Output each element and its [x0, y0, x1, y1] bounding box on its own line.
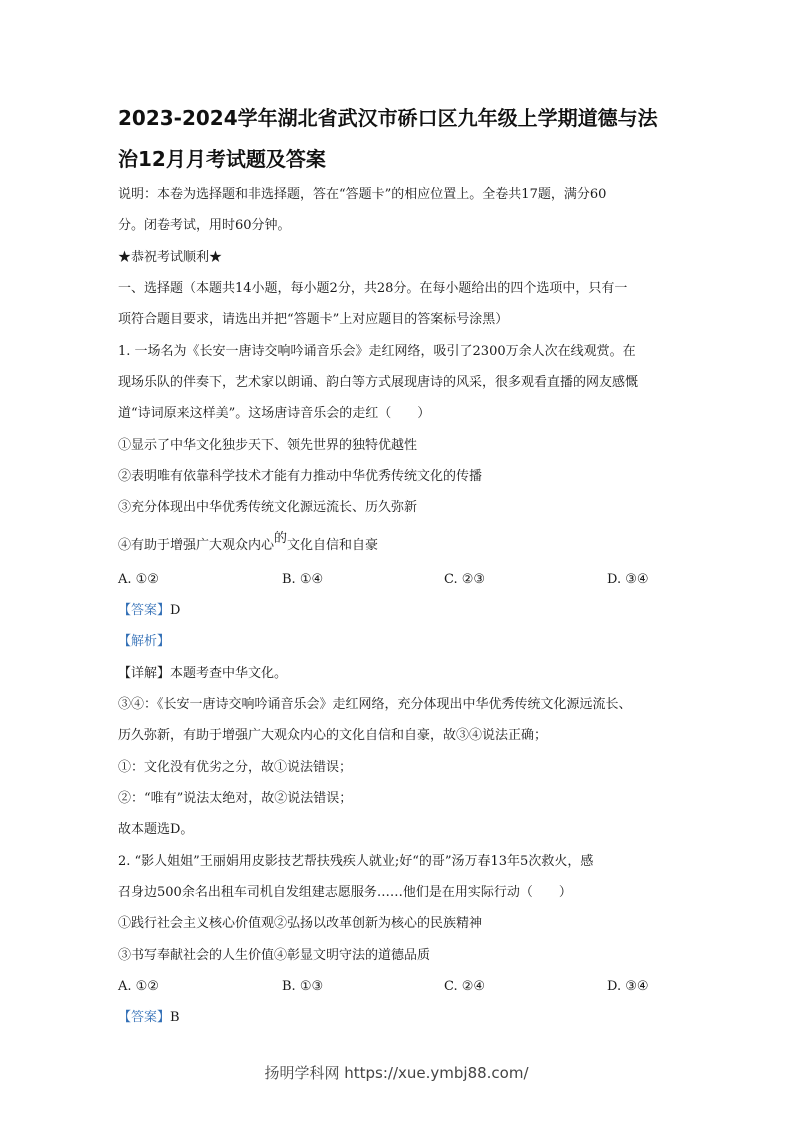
q2-stem-line-2: 召身边500余名出租车司机自发组建志愿服务……他们是在用实际行动（ ）: [118, 885, 572, 900]
q1-option-b: B. ①④: [282, 572, 324, 587]
intro-line-2: 分。闭卷考试，用时60分钟。: [118, 218, 291, 233]
q1-explanation-3: ①：文化没有优劣之分，故①说法错误；: [118, 760, 353, 775]
q1-explanation-2: 历久弥新，有助于增强广大观众内心的文化自信和自豪，故③④说法正确；: [118, 728, 548, 743]
detail-tag: 【详解】: [118, 666, 171, 681]
q2-option-a: A. ①②: [118, 979, 159, 994]
q1-statement-4-part-3: 文化自信和自豪: [287, 538, 379, 553]
q1-stem-line-2: 现场乐队的伴奏下，艺术家以朗诵、韵白等方式展现唐诗的风采，很多观看直播的网友感慨: [118, 375, 639, 390]
q1-statement-4-part-1: ④有助于增强广大观众内心: [118, 538, 275, 553]
q2-option-d: D. ③④: [607, 979, 649, 994]
q2-statements-3-4: ③书写奉献社会的人生价值④彰显文明守法的道德品质: [118, 948, 431, 963]
analysis-tag: 【解析】: [118, 634, 171, 649]
q1-statement-4: [118, 531, 688, 556]
answer-value: B: [170, 1010, 180, 1025]
q1-stem-line-1: 1. 一场名为《长安一唐诗交响吟诵音乐会》走红网络，吸引了2300万余人次在线观赏。在: [118, 344, 636, 359]
answer-value: D: [170, 603, 181, 618]
q1-option-c: C. ②③: [444, 572, 486, 587]
title-line-2: 治12月月考试题及答案: [118, 147, 326, 171]
q1-option-a: A. ①②: [118, 572, 159, 587]
q2-statements-1-2: ①践行社会主义核心价值观②弘扬以改革创新为核心的民族精神: [118, 916, 483, 931]
q1-explanation-4: ②：“唯有”说法太绝对，故②说法错误；: [118, 791, 353, 806]
answer-tag: 【答案】: [118, 1010, 171, 1025]
q1-statement-4-part-2: 的: [274, 531, 288, 546]
q2-option-c: C. ②④: [444, 979, 486, 994]
q1-statement-3: ③充分体现出中华优秀传统文化源远流长、历久弥新: [118, 500, 418, 515]
q1-analysis: [118, 632, 688, 652]
q1-detail: [118, 664, 688, 684]
q2-answer: [118, 1008, 688, 1028]
q2-option-b: B. ①③: [282, 979, 324, 994]
q1-stem-line-3: 道“诗词原来这样美”。这场唐诗音乐会的走红（ ）: [118, 406, 431, 421]
section-1-line-1: 一、选择题（本题共14小题，每小题2分，共28分。在每小题给出的四个选项中，只有一: [118, 281, 628, 296]
q1-statement-2: ②表明唯有依靠科学技术才能有力推动中华优秀传统文化的传播: [118, 469, 483, 484]
exam-wish: ★恭祝考试顺利★: [118, 250, 223, 265]
q1-option-d: D. ③④: [607, 572, 649, 587]
title-line-1: 2023-2024学年湖北省武汉市硚口区九年级上学期道德与法: [118, 106, 658, 130]
detail-text: 本题考查中华文化。: [170, 666, 288, 681]
footer-watermark: 扬明学科网 https://xue.ymbj88.com/: [264, 1064, 529, 1082]
q1-explanation-1: ③④：《长安一唐诗交响吟诵音乐会》走红网络，充分体现出中华优秀传统文化源远流长、: [118, 697, 632, 712]
q1-answer: [118, 601, 688, 621]
answer-tag: 【答案】: [118, 603, 171, 618]
section-1-line-2: 项符合题目要求，请选出并把“答题卡”上对应题目的答案标号涂黑）: [118, 312, 509, 327]
intro-line-1: 说明：本卷为选择题和非选择题，答在“答题卡”的相应位置上。全卷共17题，满分60: [118, 187, 607, 202]
page-title: [118, 98, 688, 180]
q2-stem-line-1: 2. “影人姐姐”王丽娟用皮影技艺帮扶残疾人就业;好“的哥”汤万春13年5次救火，感: [118, 854, 594, 869]
q1-explanation-5: 故本题选D。: [118, 822, 194, 837]
q1-statement-1: ①显示了中华文化独步天下、领先世界的独特优越性: [118, 438, 418, 453]
